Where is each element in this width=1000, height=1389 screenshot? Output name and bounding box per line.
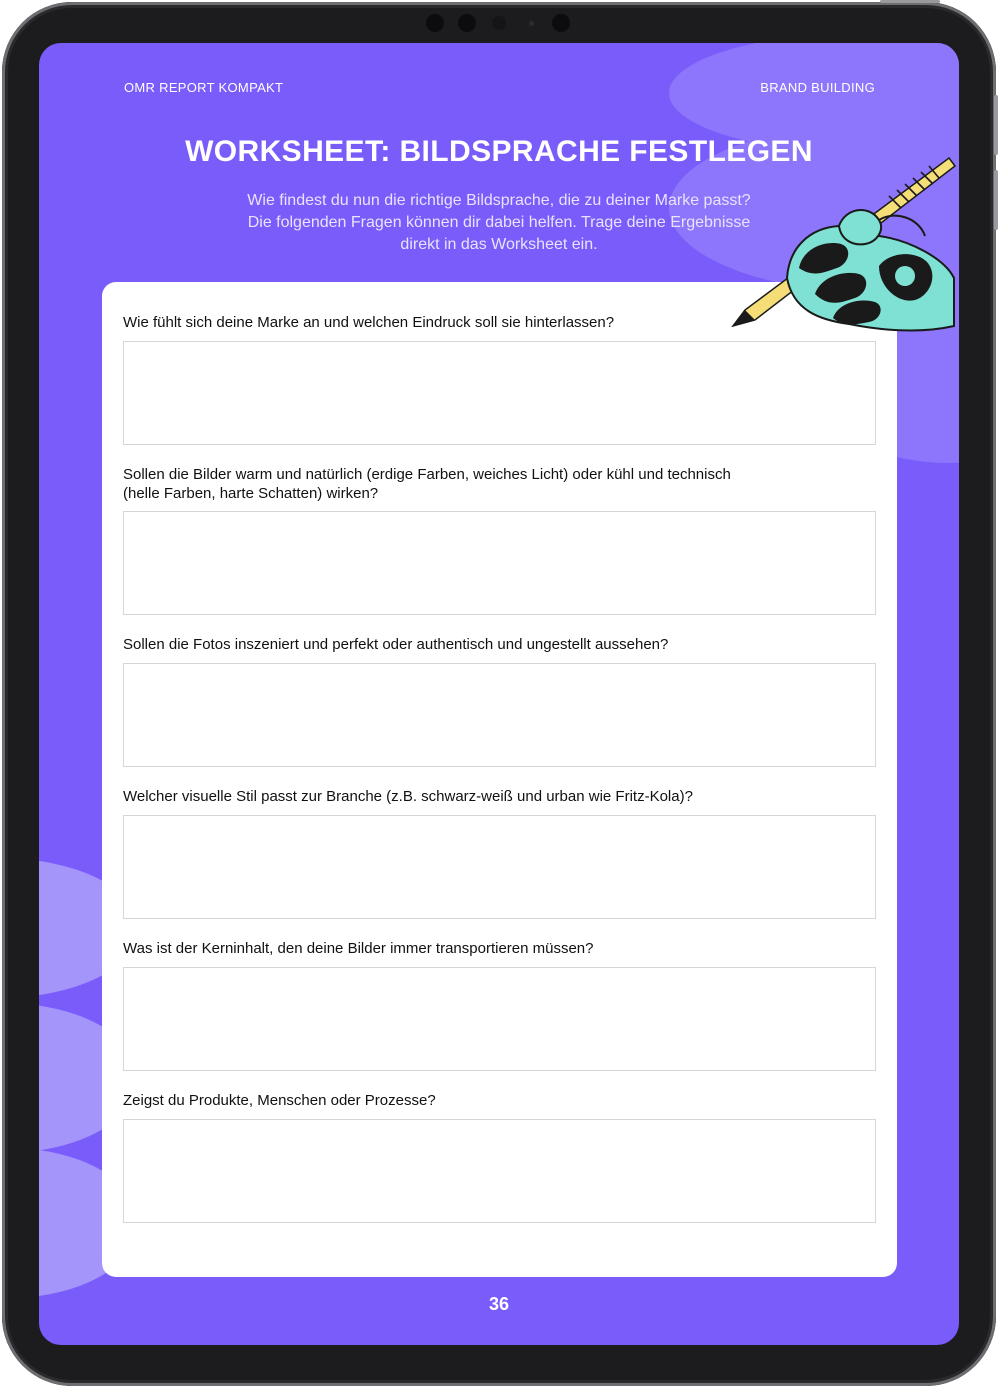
volume-up-button: [994, 95, 998, 155]
robot-hand-holding-pen-icon: [729, 148, 959, 338]
answer-field[interactable]: [123, 341, 876, 445]
question-label: [123, 313, 823, 332]
question-label: [123, 1091, 823, 1110]
page-number: 36: [488, 1294, 510, 1314]
sensor-icon: [529, 21, 534, 26]
intro-line: Die folgenden Fragen können dir dabei helfen. Trage deine Ergebnisse: [247, 214, 751, 231]
power-button: [880, 0, 940, 3]
answer-field[interactable]: [123, 815, 876, 919]
camera-icon: [426, 14, 444, 32]
question-label: [123, 787, 823, 806]
question-text: (helle Farben, harte Schatten) wirken?: [123, 485, 379, 502]
camera-icon: [458, 14, 476, 32]
question-text: Was ist der Kerninhalt, den deine Bilder immer transportieren müssen?: [123, 940, 594, 957]
page-screen: [39, 43, 959, 1345]
answer-field[interactable]: [123, 663, 876, 767]
question-text: Sollen die Bilder warm und natürlich (erdige Farben, weiches Licht) oder kühl und technisch: [123, 466, 731, 483]
volume-down-button: [994, 170, 998, 230]
worksheet-card: [102, 282, 897, 1277]
question-label: [123, 465, 823, 503]
intro-line: Wie findest du nun die richtige Bildsprache, die zu deiner Marke passt?: [247, 192, 751, 209]
intro-text: [199, 190, 799, 256]
question-label: [123, 939, 823, 958]
report-name: OMR REPORT KOMPAKT: [124, 80, 284, 95]
question-text: Sollen die Fotos inszeniert und perfekt oder authentisch und ungestellt aussehen?: [123, 636, 669, 653]
section-name: BRAND BUILDING: [760, 80, 875, 95]
question-text: Zeigst du Produkte, Menschen oder Prozesse?: [123, 1092, 436, 1109]
question-text: Wie fühlt sich deine Marke an und welchen Eindruck soll sie hinterlassen?: [123, 314, 615, 331]
question-label: [123, 635, 823, 654]
camera-icon: [492, 16, 506, 30]
answer-field[interactable]: [123, 1119, 876, 1223]
intro-line: direkt in das Worksheet ein.: [400, 236, 598, 253]
answer-field[interactable]: [123, 967, 876, 1071]
question-text: Welcher visuelle Stil passt zur Branche (z.B. schwarz-weiß und urban wie Fritz-Kola)?: [123, 788, 693, 805]
camera-icon: [552, 14, 570, 32]
page-title: WORKSHEET: BILDSPRACHE FESTLEGEN: [185, 135, 813, 168]
answer-field[interactable]: [123, 511, 876, 615]
